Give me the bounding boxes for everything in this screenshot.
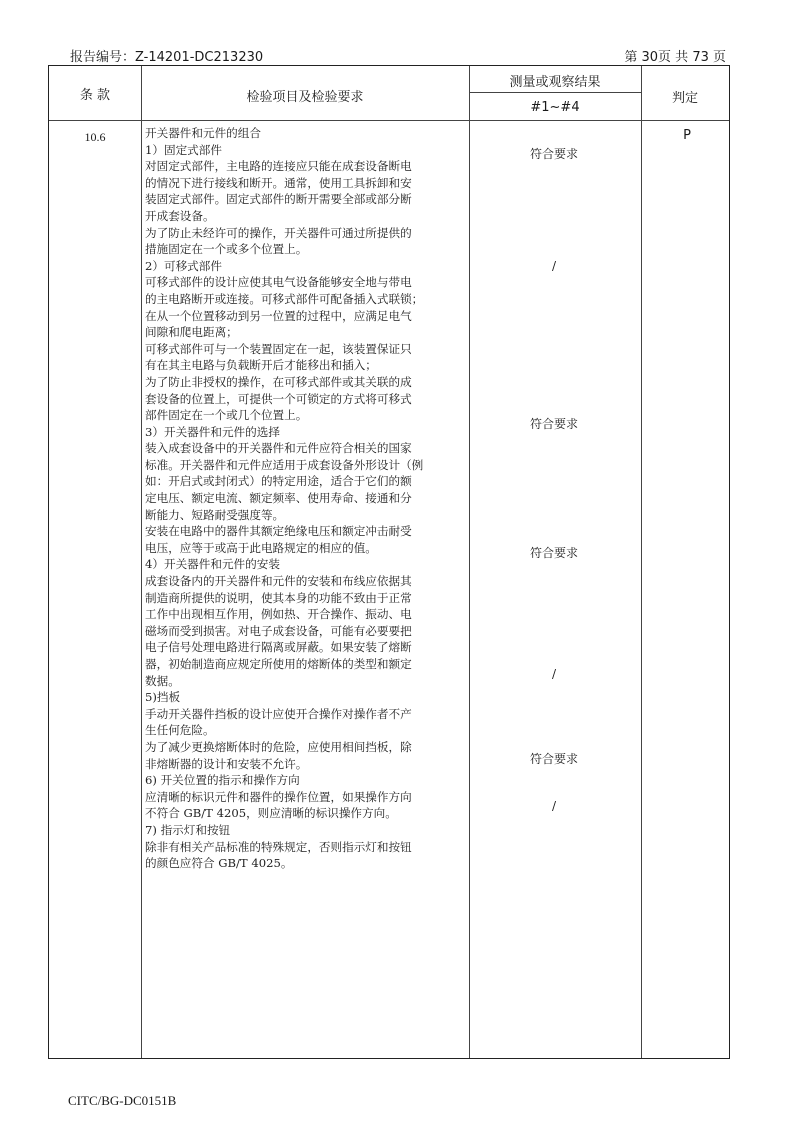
req-line: 对固定式部件，主电路的连接应只能在成套设备断电 (145, 159, 412, 174)
req-line: 的主电路断开或连接。可移式部件可配备插入式联锁； (145, 291, 424, 306)
verdict-value: P (683, 128, 691, 143)
result-fixed-parts: 符合要求 (529, 147, 578, 161)
col-result-subheader: #1~#4 (530, 100, 580, 115)
result-selection: 符合要求 (529, 417, 578, 431)
divider-clause (141, 66, 142, 1058)
req-line: 有在其主电路与负载断开后才能移出和插入； (145, 358, 377, 373)
document-code: CITC/BG-DC0151B (68, 1093, 177, 1108)
req-line: 的颜色应符合 GB/T 4025。 (145, 856, 293, 871)
divider-header (49, 120, 729, 121)
req-line: 成套设备内的开关器件和元件的安装和布线应依据其 (145, 574, 412, 589)
page-info: 第 30页 共 73 页 (624, 50, 726, 65)
clause-number: 10.6 (84, 130, 106, 144)
req-line: 开成套设备。 (145, 208, 215, 223)
req-line: 开关器件和元件的组合 (145, 126, 261, 140)
result-position-indication: 符合要求 (529, 752, 578, 766)
req-line: 3）开关器件和元件的选择 (145, 424, 280, 439)
result-removable-parts: / (551, 259, 557, 273)
req-line: 2）可移式部件 (145, 258, 222, 273)
req-line: 部件固定在一个或几个位置上。 (145, 408, 308, 423)
req-line: 为了减少更换熔断体时的危险，应使用相间挡板，除 (145, 739, 412, 754)
req-line: 工作中出现相互作用，例如热、开合操作、振动、电 (145, 607, 412, 622)
req-line: 电压，应等于或高于此电路规定的相应的值。 (145, 540, 377, 555)
req-line: 手动开关器件挡板的设计应使开合操作对操作者不产 (145, 706, 412, 721)
req-line: 如：开启式或封闭式）的特定用途，适合于它们的额 (145, 474, 412, 489)
req-line: 1）固定式部件 (145, 142, 222, 157)
req-line: 6) 开关位置的指示和操作方向 (145, 773, 300, 788)
col-item-header: 检验项目及检验要求 (246, 90, 364, 105)
report-number: 报告编号：Z-14201-DC213230 (70, 50, 264, 65)
req-line: 可移式部件的设计应使其电气设备能够安全地与带电 (145, 275, 412, 290)
req-line: 在从一个位置移动到另一位置的过程中，应满足电气 (145, 308, 412, 323)
req-line: 套设备的位置上，可提供一个可锁定的方式将可移式 (145, 391, 412, 406)
req-line: 标准。开关器件和元件应适用于成套设备外形设计（例 (145, 457, 424, 472)
req-line: 5)挡板 (145, 690, 181, 705)
req-line: 应清晰的标识元件和器件的操作位置，如果操作方向 (145, 789, 412, 804)
req-line: 可移式部件可与一个装置固定在一起，该装置保证只 (145, 341, 412, 356)
divider-result-sub (469, 92, 641, 93)
req-line: 为了防止非授权的操作，在可移式部件或其关联的成 (145, 374, 412, 389)
req-line: 数据。 (145, 673, 180, 688)
req-line: 7) 指示灯和按钮 (145, 822, 231, 837)
req-line: 磁场而受到损害。对电子成套设备，可能有必要要把 (145, 623, 412, 638)
req-line: 装入成套设备中的开关器件和元件应符合相关的国家 (145, 441, 412, 456)
req-line: 安装在电路中的器件其额定绝缘电压和额定冲击耐受 (145, 524, 412, 539)
req-line: 电子信号处理电路进行隔离或屏蔽。如果安装了熔断 (145, 640, 412, 655)
req-line: 制造商所提供的说明，使其本身的功能不致由于正常 (145, 590, 412, 605)
req-line: 措施固定在一个或多个位置上。 (145, 242, 308, 257)
req-line: 非熔断器的设计和安装不允许。 (145, 756, 308, 771)
req-line: 断能力、短路耐受强度等。 (145, 507, 285, 522)
result-installation: 符合要求 (529, 546, 578, 560)
req-line: 不符合 GB/T 4205，则应清晰的标识操作方向。 (145, 806, 397, 821)
req-line: 间隙和爬电距离； (145, 325, 238, 340)
req-line: 除非有相关产品标准的特殊规定，否则指示灯和按钮 (145, 839, 412, 854)
col-result-header: 测量或观察结果 (509, 75, 601, 90)
result-barriers: / (551, 667, 557, 681)
req-line: 装固定式部件。固定式部件的断开需要全部或部分断 (145, 192, 412, 207)
divider-item (469, 66, 470, 1058)
req-line: 器，初始制造商应规定所使用的熔断体的类型和额定 (145, 657, 412, 671)
requirement-text (145, 125, 465, 872)
col-verdict-header: 判定 (671, 91, 698, 106)
req-line: 为了防止未经许可的操作，开关器件可通过所提供的 (145, 225, 412, 240)
col-clause-header: 条 款 (79, 88, 111, 103)
req-line: 生任何危险。 (145, 723, 215, 738)
req-line: 4）开关器件和元件的安装 (145, 557, 280, 572)
inspection-table (48, 65, 730, 1059)
result-indicator-lights: / (551, 799, 557, 813)
req-line: 定电压、额定电流、额定频率、使用寿命、接通和分 (145, 491, 412, 506)
req-line: 的情况下进行接线和断开。通常，使用工具拆卸和安 (145, 175, 412, 190)
divider-result (641, 66, 642, 1058)
